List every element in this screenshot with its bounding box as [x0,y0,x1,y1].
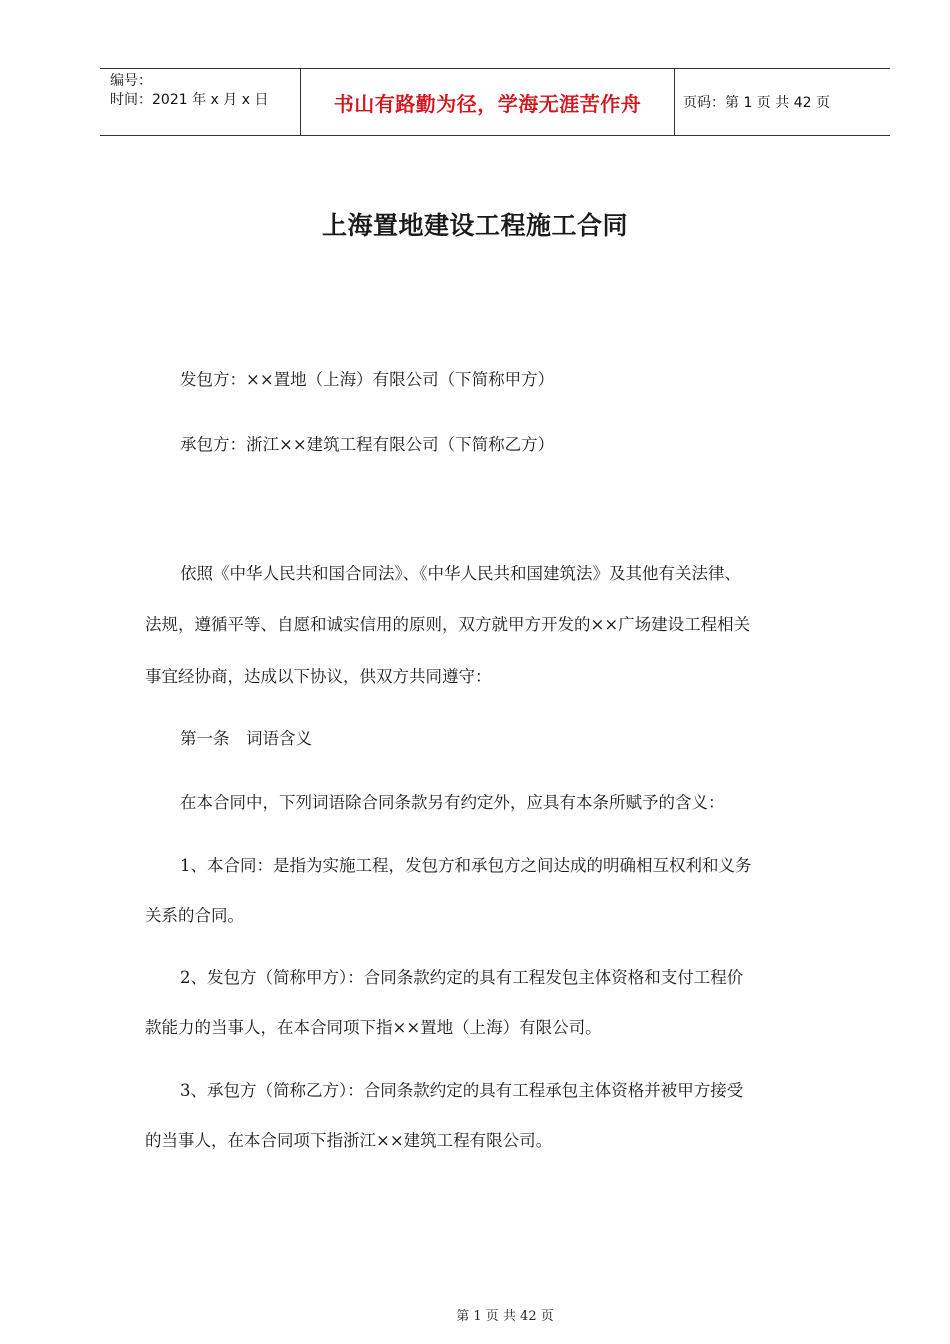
preamble-line-1: 依照《中华人民共和国合同法》、《中华人民共和国建筑法》及其他有关法律、 [180,564,741,583]
header-page-label: 页码：第 1 页 共 42 页 [683,95,830,111]
header-page-cell [675,69,890,135]
preamble-line-3: 事宜经协商，达成以下协议，供双方共同遵守： [145,667,492,686]
header-meta [100,69,301,135]
party-employer: 发包方：××置地（上海）有限公司（下简称甲方） [180,370,555,389]
definition-2-line-1: 2、发包方（简称甲方）：合同条款约定的具有工程发包主体资格和支付工程价 [180,968,744,987]
header-motto-cell [301,69,675,135]
definition-3-line-1: 3、承包方（简称乙方）：合同条款约定的具有工程承包主体资格并被甲方接受 [180,1081,744,1100]
definition-2-line-2: 款能力的当事人，在本合同项下指××置地（上海）有限公司。 [145,1018,602,1037]
document-title: 上海置地建设工程施工合同 [321,211,628,240]
definition-1-line-1: 1、本合同：是指为实施工程，发包方和承包方之间达成的明确相互权利和义务 [180,856,752,875]
page-footer: 第 1 页 共 42 页 [456,1309,554,1324]
preamble-line-2: 法规，遵循平等、自愿和诚实信用的原则，双方就甲方开发的××广场建设工程相关 [145,615,751,634]
serial-label: 编号： [110,73,152,89]
article-1-intro: 在本合同中，下列词语除合同条款另有约定外，应具有本条所赋予的含义： [180,793,725,812]
time-label: 时间：2021 年 x 月 x 日 [110,92,269,108]
header-motto: 书山有路勤为径，学海无涯苦作舟 [333,91,642,116]
article-1-heading: 第一条 词语含义 [180,729,312,748]
party-contractor: 承包方：浙江××建筑工程有限公司（下简称乙方） [180,435,555,454]
definition-1-line-2: 关系的合同。 [145,906,244,925]
page-header [100,68,890,136]
definition-3-line-2: 的当事人，在本合同项下指浙江××建筑工程有限公司。 [145,1131,553,1150]
